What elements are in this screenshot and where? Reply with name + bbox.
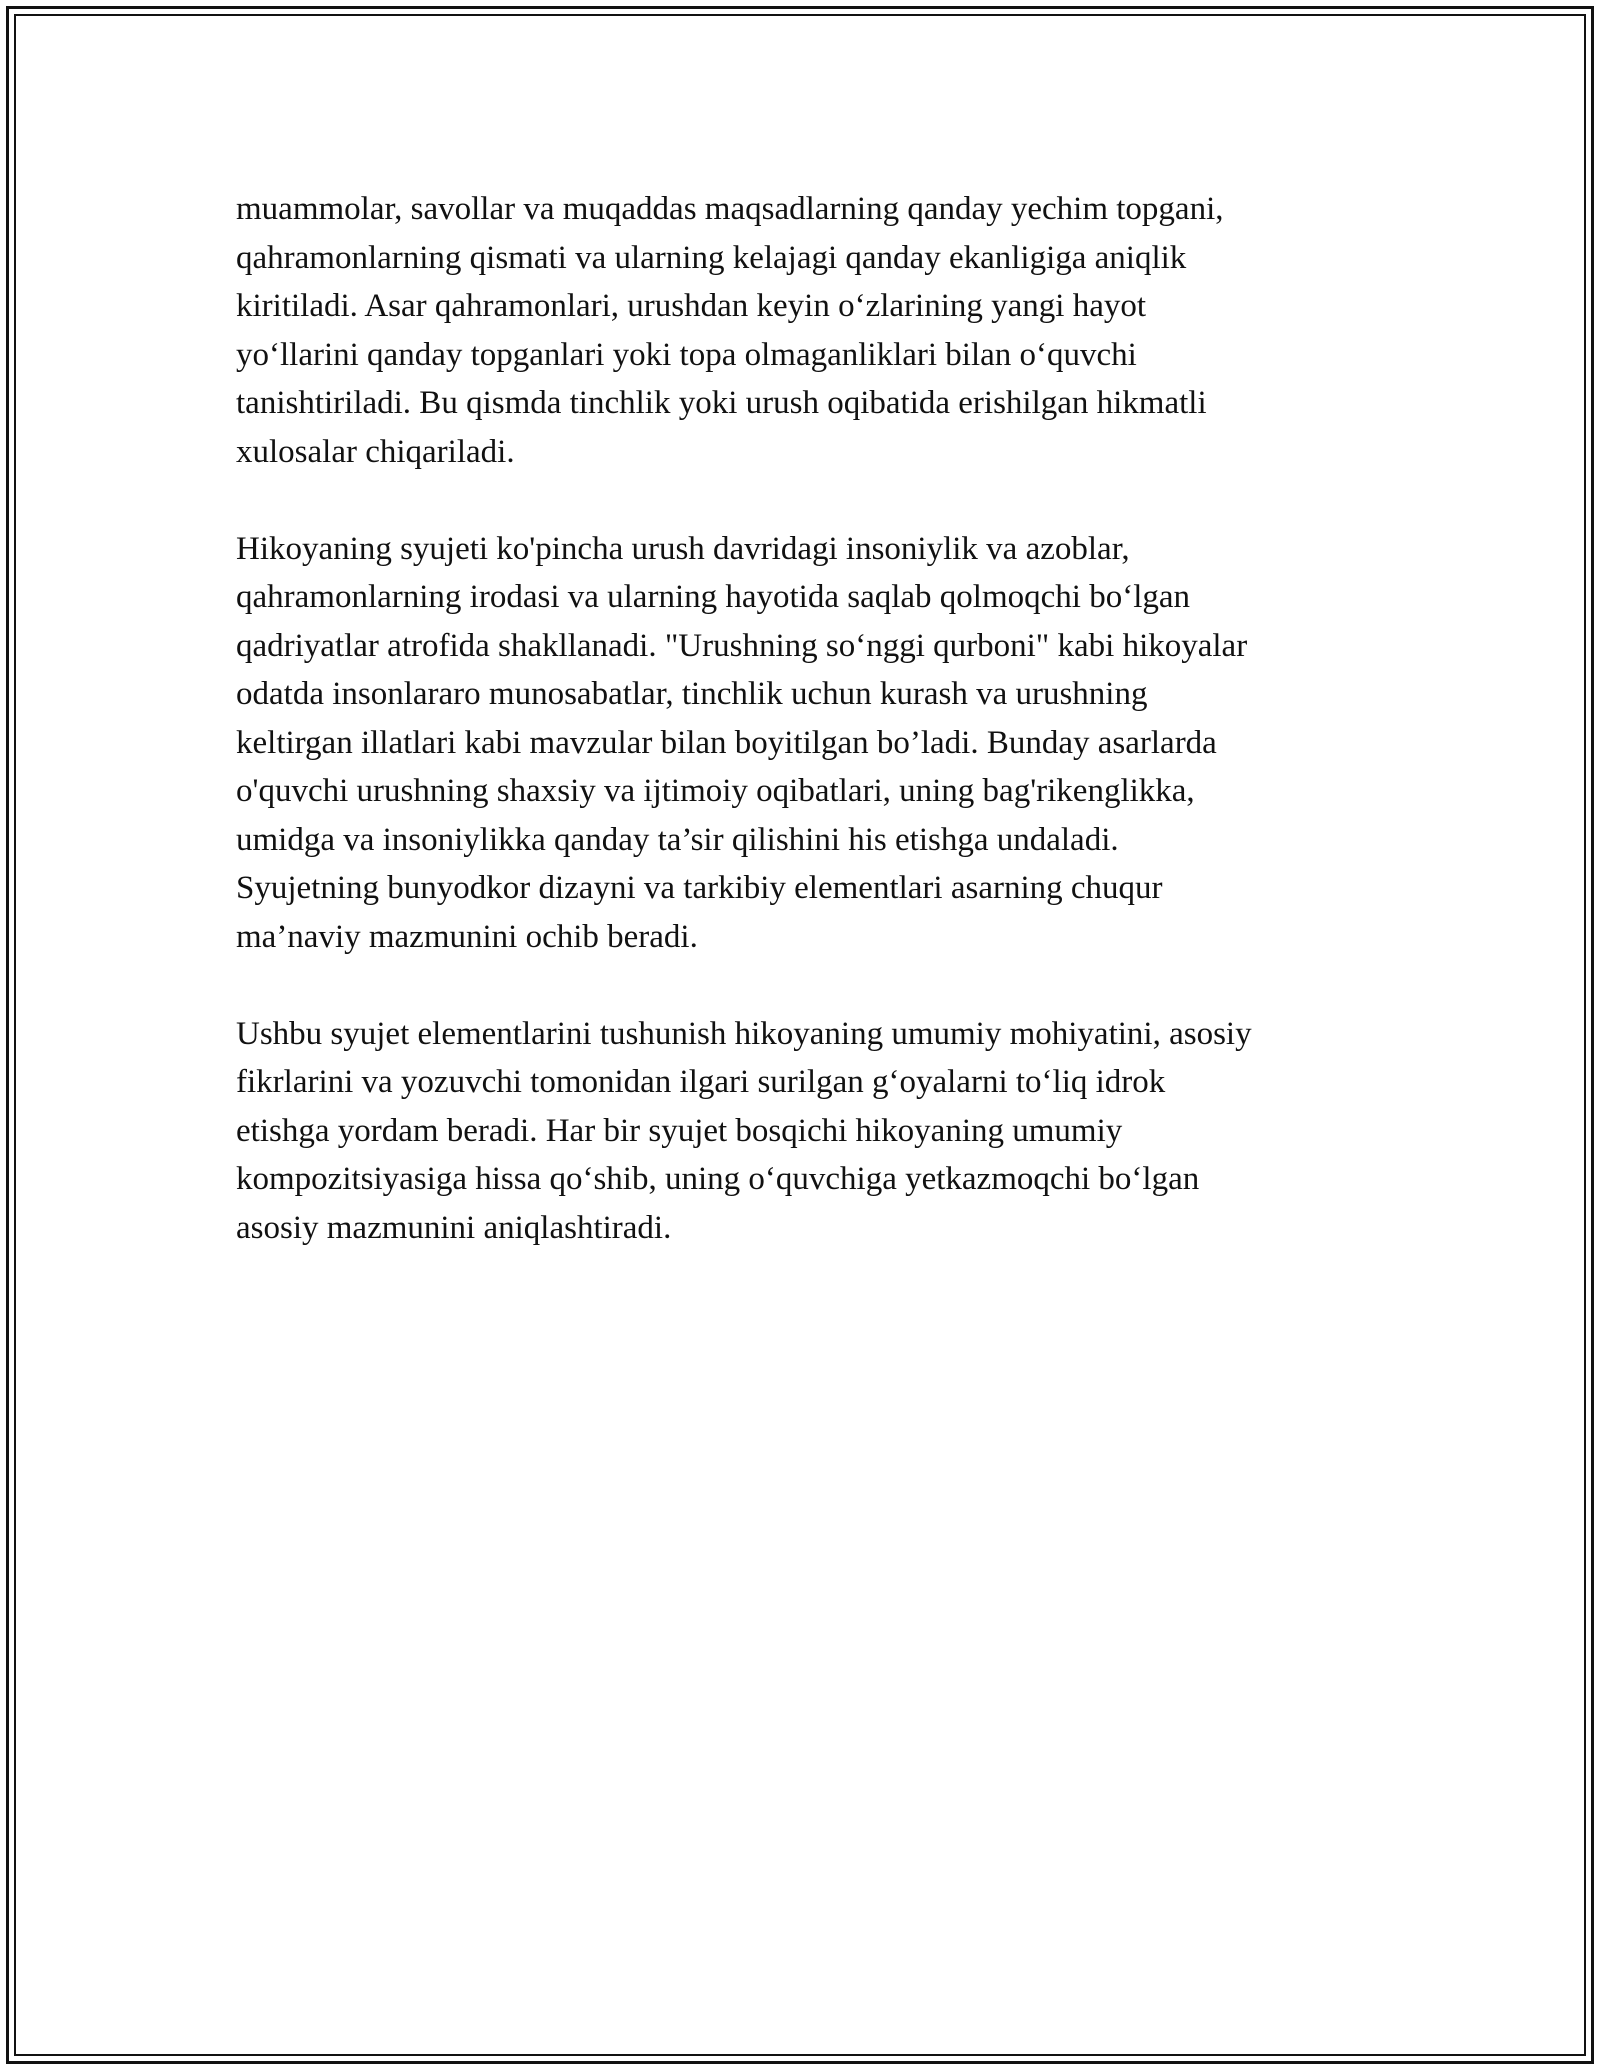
text-line: o'quvchi urushning shaxsiy va ijtimoiy oqibatlari, uning bag'rikenglikka, (236, 773, 1195, 809)
text-line: yo‘llarini qanday topganlari yoki topa olmaganliklari bilan o‘quvchi (236, 336, 1137, 373)
text-line: qahramonlarning irodasi va ularning hayotida saqlab qolmoqchi bo‘lgan (236, 579, 1191, 615)
text-line: Ushbu syujet elementlarini tushunish hikoyaning umumiy mohiyatini, asosiy (236, 1015, 1252, 1052)
text-line: odatda insonlararo munosabatlar, tinchlik uchun kurash va urushning (236, 676, 1148, 712)
text-line: Hikoyaning syujeti ko'pincha urush davridagi insoniylik va azoblar, (236, 530, 1130, 567)
document-body (236, 185, 1386, 1301)
text-line: kiritiladi. Asar qahramonlari, urushdan keyin o‘zlarining yangi hayot (236, 288, 1147, 324)
text-line: keltirgan illatlari kabi mavzular bilan boyitilgan bo’ladi. Bunday asarlarda (236, 724, 1217, 761)
text-line: kompozitsiyasiga hissa qo‘shib, uning o‘quvchiga yetkazmoqchi bo‘lgan (236, 1161, 1200, 1197)
text-line: tanishtiriladi. Bu qismda tinchlik yoki urush oqibatida erishilgan hikmatli (236, 385, 1207, 421)
text-line: xulosalar chiqariladi. (236, 433, 515, 470)
text-line: qadriyatlar atrofida shakllanadi. "Urushning so‘nggi qurboni" kabi hikoyalar (236, 627, 1248, 664)
text-line: muammolar, savollar va muqaddas maqsadlarning qanday yechim topgani, (236, 191, 1224, 227)
text-line: Syujetning bunyodkor dizayni va tarkibiy elementlari asarning chuqur (236, 870, 1163, 906)
text-line: qahramonlarning qismati va ularning kelajagi qanday ekanligiga aniqlik (236, 239, 1187, 276)
text-line: asosiy mazmunini aniqlashtiradi. (236, 1209, 672, 1246)
text-line: umidga va insoniylikka qanday ta’sir qilishini his etishga undaladi. (236, 821, 1119, 858)
paragraph-3 (236, 1010, 1386, 1253)
paragraph-2 (236, 525, 1386, 962)
text-line: ma’naviy mazmunini ochib beradi. (236, 918, 698, 955)
paragraph-1 (236, 185, 1386, 476)
text-line: fikrlarini va yozuvchi tomonidan ilgari surilgan g‘oyalarni to‘liq idrok (236, 1064, 1166, 1100)
text-line: etishga yordam beradi. Har bir syujet bosqichi hikoyaning umumiy (236, 1112, 1123, 1149)
